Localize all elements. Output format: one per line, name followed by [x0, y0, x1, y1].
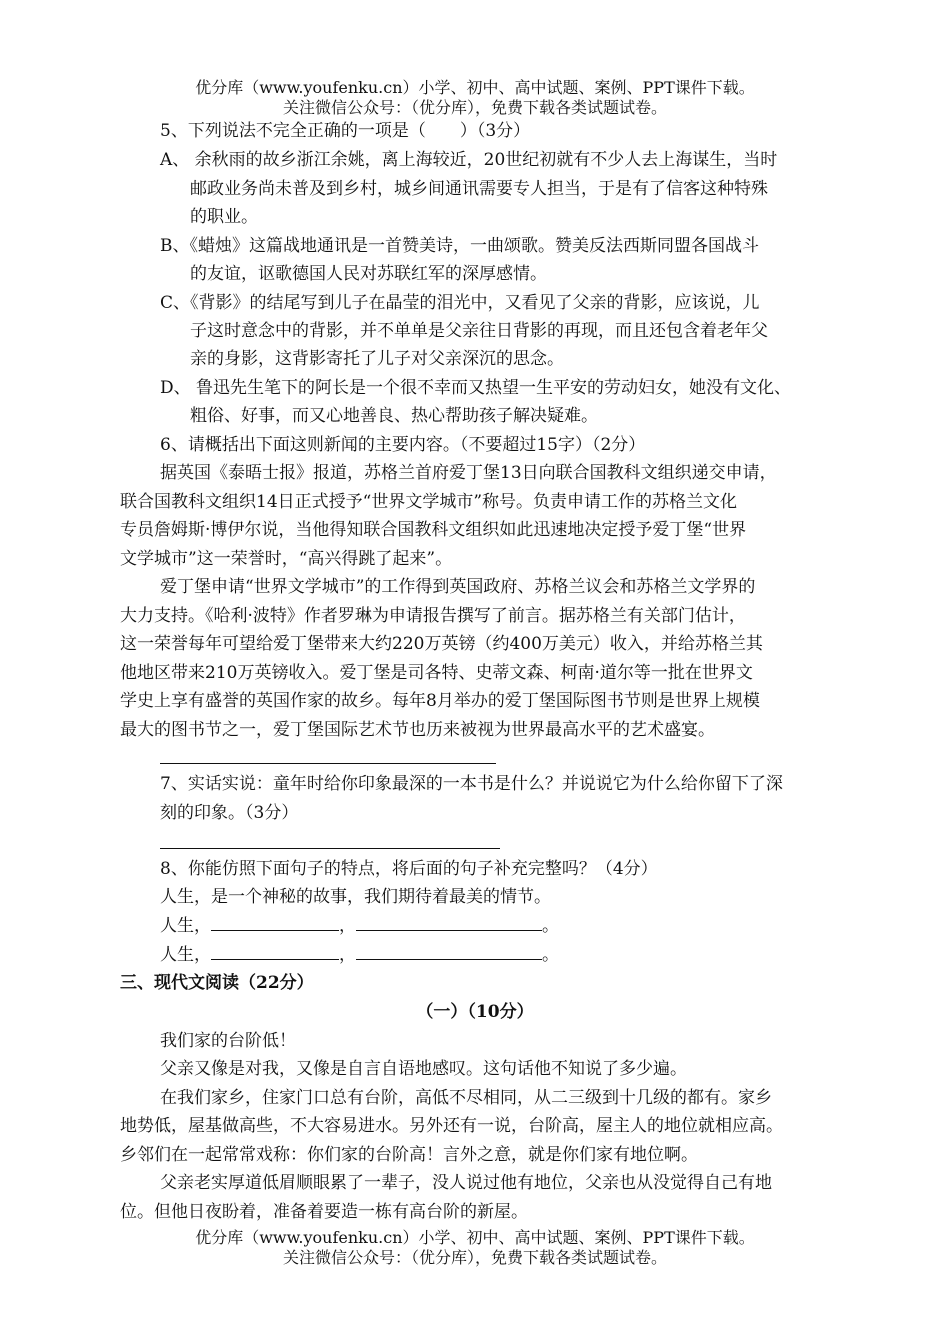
q5-option-a-line-1: A、 余秋雨的故乡浙江余姚，离上海较近，20世纪初就有不少人去上海谋生，当时	[160, 150, 778, 170]
q6-para1-line-3: 专员詹姆斯·博伊尔说，当他得知联合国教科文组织如此迅速地决定授予爱丁堡“世界	[120, 520, 747, 540]
q8-prefix: 人生，	[160, 945, 211, 965]
reading-line-1: 我们家的台阶低！	[160, 1031, 296, 1051]
section-3-subtitle: （一）（10分）	[416, 1002, 534, 1022]
q8-stem: 8、你能仿照下面句子的特点，将后面的句子补充完整吗？（4分）	[160, 859, 658, 879]
q5-option-c-line-2: 子这时意念中的背影，并不单单是父亲往日背影的再现，而且还包含着老年父	[190, 321, 768, 341]
q8-fill-row-2	[160, 944, 559, 966]
q6-para1-line-4: 文学城市”这一荣誉时，“高兴得跳了起来”。	[120, 549, 453, 569]
q5-stem: 5、下列说法不完全正确的一项是（ ）（3分）	[160, 121, 531, 141]
section-3-title: 三、现代文阅读（22分）	[120, 973, 314, 993]
q6-para1-line-2: 联合国教科文组织14日正式授予“世界文学城市”称号。负责申请工作的苏格兰文化	[120, 492, 738, 512]
q6-para2-line-2: 大力支持。《哈利·波特》作者罗琳为申请报告撰写了前言。据苏格兰有关部门估计，	[120, 606, 746, 626]
reading-line-4: 地势低，屋基做高些，不大容易进水。另外还有一说，台阶高，屋主人的地位就相应高。	[120, 1116, 783, 1136]
q5-option-b-line-2: 的友谊，讴歌德国人民对苏联红军的深厚感情。	[190, 264, 547, 284]
q6-para2-line-1: 爱丁堡申请“世界文学城市”的工作得到英国政府、苏格兰议会和苏格兰文学界的	[160, 577, 756, 597]
q5-option-d-line-2: 粗俗、好事，而又心地善良、热心帮助孩子解决疑难。	[190, 406, 598, 426]
q6-para2-line-5: 学史上享有盛誉的英国作家的故乡。每年8月举办的爱丁堡国际图书节则是世界上规模	[120, 691, 760, 711]
q8-blank-2b[interactable]	[356, 945, 542, 960]
q6-para2-line-3: 这一荣誉每年可望给爱丁堡带来大约220万英镑（约400万美元）收入，并给苏格兰其	[120, 634, 763, 654]
header-line-2: 关注微信公众号：（优分库），免费下载各类试题试卷。	[282, 98, 667, 117]
q7-line-2: 刻的印象。（3分）	[160, 803, 299, 823]
q5-option-c-line-1: C、《背影》的结尾写到儿子在晶莹的泪光中，又看见了父亲的背影，应该说，儿	[160, 293, 760, 313]
q6-answer-line[interactable]	[160, 763, 496, 764]
q7-line-1: 7、实话实说：童年时给你印象最深的一本书是什么？并说说它为什么给你留下了深	[160, 774, 783, 794]
q5-option-b-line-1: B、《蜡烛》这篇战地通讯是一首赞美诗，一曲颂歌。赞美反法西斯同盟各国战斗	[160, 236, 759, 256]
q7-answer-line[interactable]	[160, 848, 500, 849]
q6-para2-line-4: 他地区带来210万英镑收入。爱丁堡是司各特、史蒂文森、柯南·道尔等一批在世界文	[120, 663, 753, 683]
q8-example: 人生，是一个神秘的故事，我们期待着最美的情节。	[160, 887, 551, 907]
q8-blank-1b[interactable]	[356, 916, 542, 931]
q8-period: 。	[542, 945, 559, 965]
reading-line-5: 乡邻们在一起常常戏称：你们家的台阶高！言外之意，就是你们家有地位啊。	[120, 1145, 698, 1165]
footer-line-2: 关注微信公众号：（优分库），免费下载各类试题试卷。	[282, 1248, 667, 1267]
q5-option-d-line-1: D、 鲁迅先生笔下的阿长是一个很不幸而又热望一生平安的劳动妇女，她没有文化、	[160, 378, 792, 398]
reading-line-3: 在我们家乡，住家门口总有台阶，高低不尽相同，从二三级到十几级的都有。家乡	[160, 1088, 772, 1108]
reading-line-2: 父亲又像是对我，又像是自言自语地感叹。这句话他不知说了多少遍。	[160, 1059, 687, 1079]
q8-comma: ，	[339, 916, 356, 936]
reading-line-7: 位。但他日夜盼着，准备着要造一栋有高台阶的新屋。	[120, 1202, 528, 1222]
q6-para1-line-1: 据英国《泰晤士报》报道，苏格兰首府爱丁堡13日向联合国教科文组织递交申请，	[160, 463, 777, 483]
reading-line-6: 父亲老实厚道低眉顺眼累了一辈子，没人说过他有地位，父亲也从没觉得自己有地	[160, 1173, 772, 1193]
q6-stem: 6、请概括出下面这则新闻的主要内容。（不要超过15字）（2分）	[160, 435, 646, 455]
q5-option-a-line-2: 邮政业务尚未普及到乡村，城乡间通讯需要专人担当，于是有了信客这种特殊	[190, 179, 768, 199]
header-line-1: 优分库（www.youfenku.cn）小学、初中、高中试题、案例、PPT课件下载。	[195, 78, 755, 97]
q8-blank-2a[interactable]	[211, 945, 339, 960]
q5-option-c-line-3: 亲的身影，这背影寄托了儿子对父亲深沉的思念。	[190, 349, 564, 369]
q8-prefix: 人生，	[160, 916, 211, 936]
q6-para2-line-6: 最大的图书节之一，爱丁堡国际艺术节也历来被视为世界最高水平的艺术盛宴。	[120, 720, 715, 740]
q8-blank-1a[interactable]	[211, 916, 339, 931]
q8-fill-row-1	[160, 915, 559, 937]
q8-period: 。	[542, 916, 559, 936]
q5-option-a-line-3: 的职业。	[190, 207, 258, 227]
footer-line-1: 优分库（www.youfenku.cn）小学、初中、高中试题、案例、PPT课件下载。	[195, 1228, 755, 1247]
q8-comma: ，	[339, 945, 356, 965]
